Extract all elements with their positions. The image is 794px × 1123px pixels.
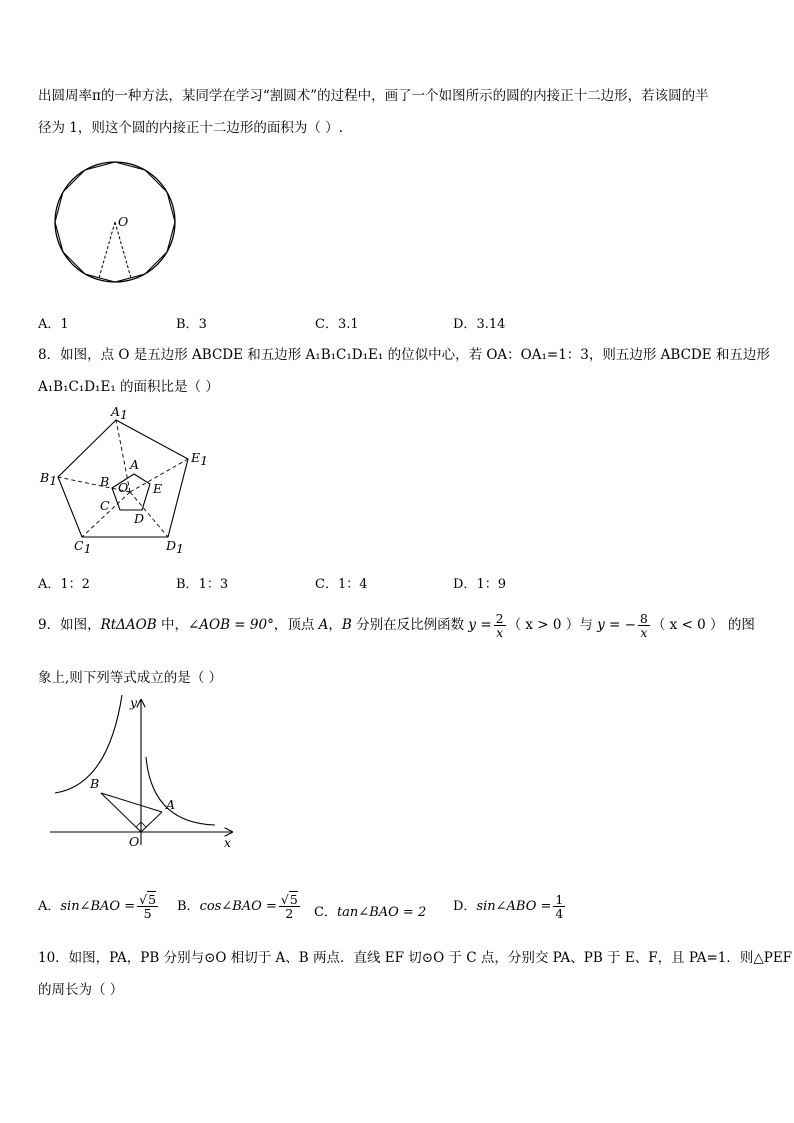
q7-text-line2: 径为 1，则这个圆的内接正十二边形的面积为（ ）. xyxy=(38,120,343,136)
q8-option-b[interactable]: B．1：3 xyxy=(176,577,229,592)
q9-option-d[interactable]: D．sin∠ABO = $\frac{1}{4}$ xyxy=(453,892,564,922)
q9-label-y: y xyxy=(130,695,138,710)
q8-text-line1: 8．如图，点 O 是五边形 ABCDE 和五边形 A₁B₁C₁D₁E₁ 的位似中心，若 OA：OA₁=1：3，则五边形 ABCDE 和五边形 xyxy=(38,347,770,363)
q9-fraction-8-over-x: $\frac{8}{x}$ xyxy=(639,611,648,641)
q8-label-o: O xyxy=(118,480,129,495)
q7-option-a[interactable]: A．1 xyxy=(38,317,69,332)
q8-option-c[interactable]: C．1：4 xyxy=(315,577,368,592)
q7-text-line1: 出圆周率π的一种方法，某同学在学习“割圆术”的过程中，画了一个如图所示的圆的内接正十二边形，若该圆的半 xyxy=(38,88,709,104)
q9-option-c[interactable]: C．tan∠BAO = 2 xyxy=(314,905,427,920)
q8-label-d1: D1 xyxy=(166,538,184,556)
q8-label-a: A xyxy=(130,457,140,472)
q7-dodecagon-figure xyxy=(50,158,180,288)
q9-text-line1: 9．如图，RtΔAOB 中，∠AOB = 90°，顶点 A，B 分别在反比例函数 y = $\frac{2}{x}$ （ x > 0 ）与 y = − $\frac{8}{x}$ （ x < 0 ） 的图 xyxy=(38,611,755,641)
q8-label-e1: E1 xyxy=(191,450,209,468)
q8-outer-pentagon xyxy=(58,420,188,537)
q7-radius-left xyxy=(99,222,115,278)
q9-fraction-2-over-x: $\frac{2}{x}$ xyxy=(495,611,504,641)
q8-label-a1: A1 xyxy=(111,404,128,422)
q9-segment-oa xyxy=(141,812,162,832)
q9-option-b[interactable]: B．cos∠BAO = $\frac{√5}{2}$ xyxy=(177,892,298,922)
q9-option-a[interactable]: A．sin∠BAO = $\frac{√5}{5}$ xyxy=(38,892,157,922)
q9-curve-left xyxy=(55,695,122,793)
q7-option-c[interactable]: C．3.1 xyxy=(315,317,359,332)
q7-option-d[interactable]: D．3.14 xyxy=(453,317,506,332)
q8-text-line2: A₁B₁C₁D₁E₁ 的面积比是（ ） xyxy=(38,379,219,395)
q8-label-e: E xyxy=(153,481,163,496)
q9-label-a: A xyxy=(166,797,176,812)
q8-label-b1: B1 xyxy=(40,470,58,488)
q9-label-x: x xyxy=(224,835,232,850)
q8-option-a[interactable]: A．1：2 xyxy=(38,577,90,592)
q8-label-d: D xyxy=(134,511,145,526)
q8-option-d[interactable]: D．1：9 xyxy=(453,577,506,592)
q7-label-o: O xyxy=(118,214,129,229)
q9-curve-right xyxy=(146,757,215,825)
q9-label-b: B xyxy=(90,776,100,791)
q7-radius-right xyxy=(115,222,131,278)
q7-option-b[interactable]: B．3 xyxy=(176,317,207,332)
q9-graph-figure xyxy=(50,695,245,855)
q9-label-o: O xyxy=(129,834,140,849)
q10-text-line2: 的周长为（ ） xyxy=(38,982,124,998)
q8-label-b: B xyxy=(100,474,110,489)
q9-text-line2: 象上,则下列等式成立的是（ ） xyxy=(38,670,223,686)
q10-text-line1: 10．如图，PA，PB 分别与⊙O 相切于 A、B 两点．直线 EF 切⊙O 于 C 点，分别交 PA、PB 于 E、F，且 PA=1．则△PEF xyxy=(38,950,793,966)
q8-label-c: C xyxy=(100,498,110,513)
q8-pentagon-figure xyxy=(38,402,218,562)
q8-label-c1: C1 xyxy=(74,538,92,556)
